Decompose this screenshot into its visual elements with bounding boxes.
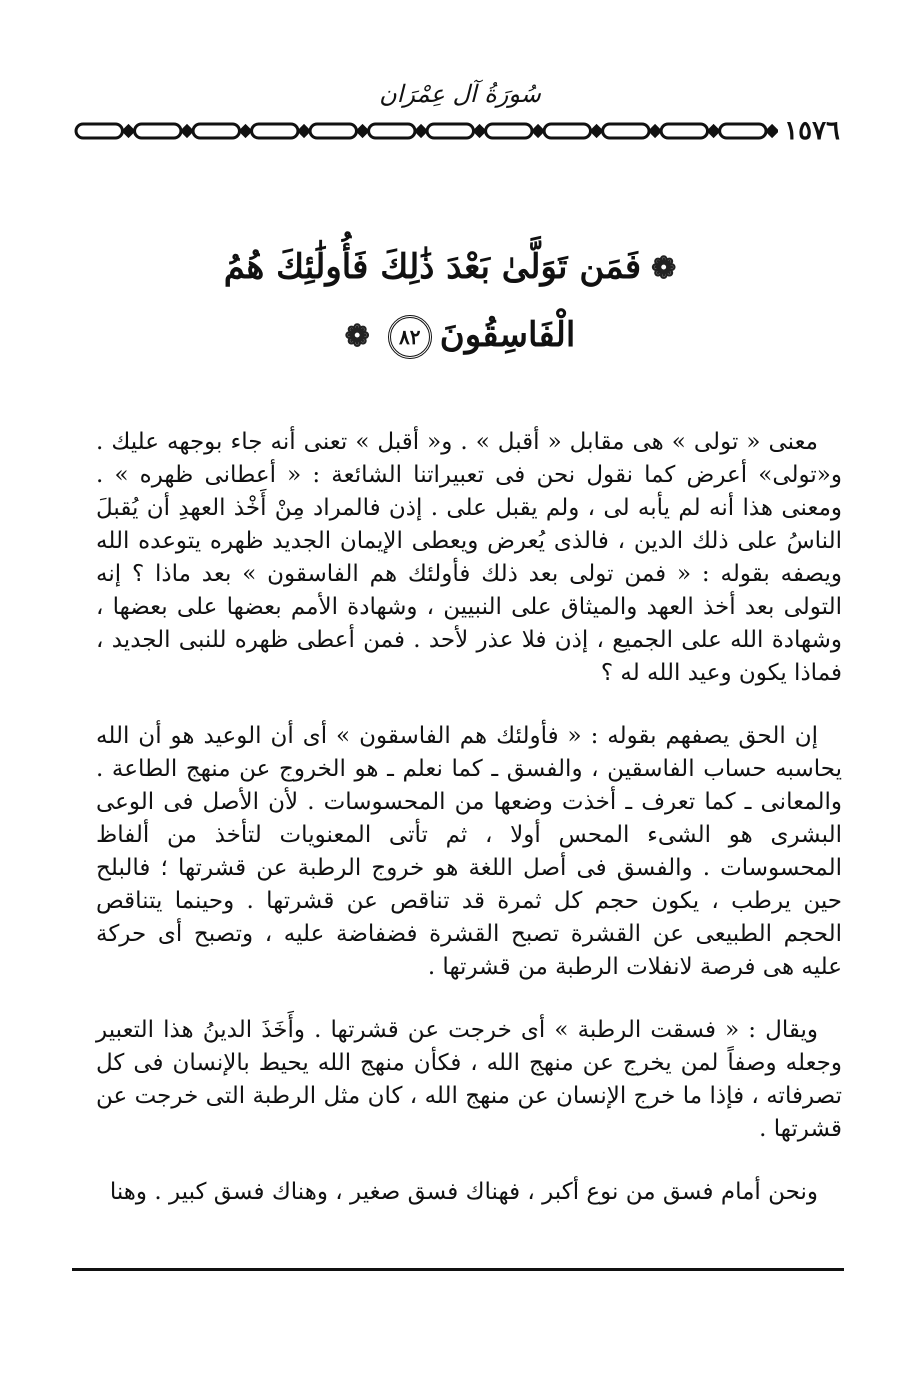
chain-ornament-icon: [72, 116, 778, 146]
surah-title: سُورَةُ آل عِمْرَان: [379, 80, 541, 108]
paragraph: ونحن أمام فسق من نوع أكبر ، فهناك فسق صغير ، وهناك فسق كبير . وهنا: [109, 1179, 818, 1205]
verse-start-ornament-icon: ❁: [651, 251, 677, 286]
ayah-number-badge: ٨٢: [388, 315, 432, 359]
verse-line-1: [110, 234, 800, 302]
page-number: ١٥٧٦: [784, 116, 840, 146]
paragraph: إن الحق يصفهم بقوله : « فأولئك هم الفاسقون » أى أن الوعيد هو أن الله يحاسبه حساب الفاسقين ، والفسق ـ كما نعلم ـ هو الخروج عن منهج الطاعة . والمعانى ـ كما تعرف ـ أخذت وضعها من المحسوسات . لأن الأصل فى الوعى البشرى هو الشىء المحس أولا ، ثم تأتى المعنويات لتأخذ من ألفاظ المحسوسات . والفسق فى أصل اللغة هو خروج الرطبة عن قشرتها ؛ فالبلح حين يرطب ، يكون حجم كل ثمرة قد تناقص عن قشرتها . وحينما يتناقص الحجم الطبيعى عن القشرة تصبح القشرة فضفاضة عليه ، وتصبح أى حركة عليه هى فرصة لانفلات الرطبة من قشرتها .: [96, 723, 842, 980]
paragraph: ويقال : « فسقت الرطبة » أى خرجت عن قشرتها . وأَخَذَ الدينُ هذا التعبير وجعله وصفاً لمن يخرج عن منهج الله ، فكأن منهج الله يحيط بالإنسان فى كل تصرفاته ، فإذا ما خرج الإنسان عن منهج الله ، كان مثل الرطبة التى خرجت عن قشرتها .: [96, 1017, 842, 1142]
paragraph: معنى « تولى » هى مقابل « أقبل » . و« أقبل » تعنى أنه جاء بوجهه عليك . و«تولى» أعرض كما نقول نحن فى تعبيراتنا الشائعة : « أعطانى ظهره » . ومعنى هذا أنه لم يأبه لى ، ولم يقبل على . إذن فالمراد مِنْ أَخْذ العهدِ أن يُقبلَ الناسُ على ذلك الدين ، فالذى يُعرض ويعطى الإيمان الجديد ظهره يتوعده الله ويصفه بقوله : « فمن تولى بعد ذلك فأولئك هم الفاسقون » بعد ماذا ؟ إنه التولى بعد أخذ العهد والميثاق على النبيين ، وشهادة الأمم بعضها على بعضها ، وشهادة الله على الجميع ، إذن فلا عذر لأحد . فمن أعطى ظهره للنبى الجديد ، فماذا يكون وعيد الله له ؟: [96, 429, 842, 686]
verse-end-ornament-icon: ❁: [344, 319, 370, 354]
footer-rule: [72, 1268, 844, 1271]
verse-text-2: الْفَاسِقُونَ: [439, 315, 576, 355]
quran-verse: [110, 234, 800, 370]
header-rule: [72, 116, 840, 146]
commentary-body: [96, 426, 842, 1209]
verse-line-2: [110, 302, 800, 370]
verse-text-1: فَمَن تَوَلَّىٰ بَعْدَ ذَٰلِكَ فَأُولَٰئِكَ هُمُ: [223, 247, 642, 287]
